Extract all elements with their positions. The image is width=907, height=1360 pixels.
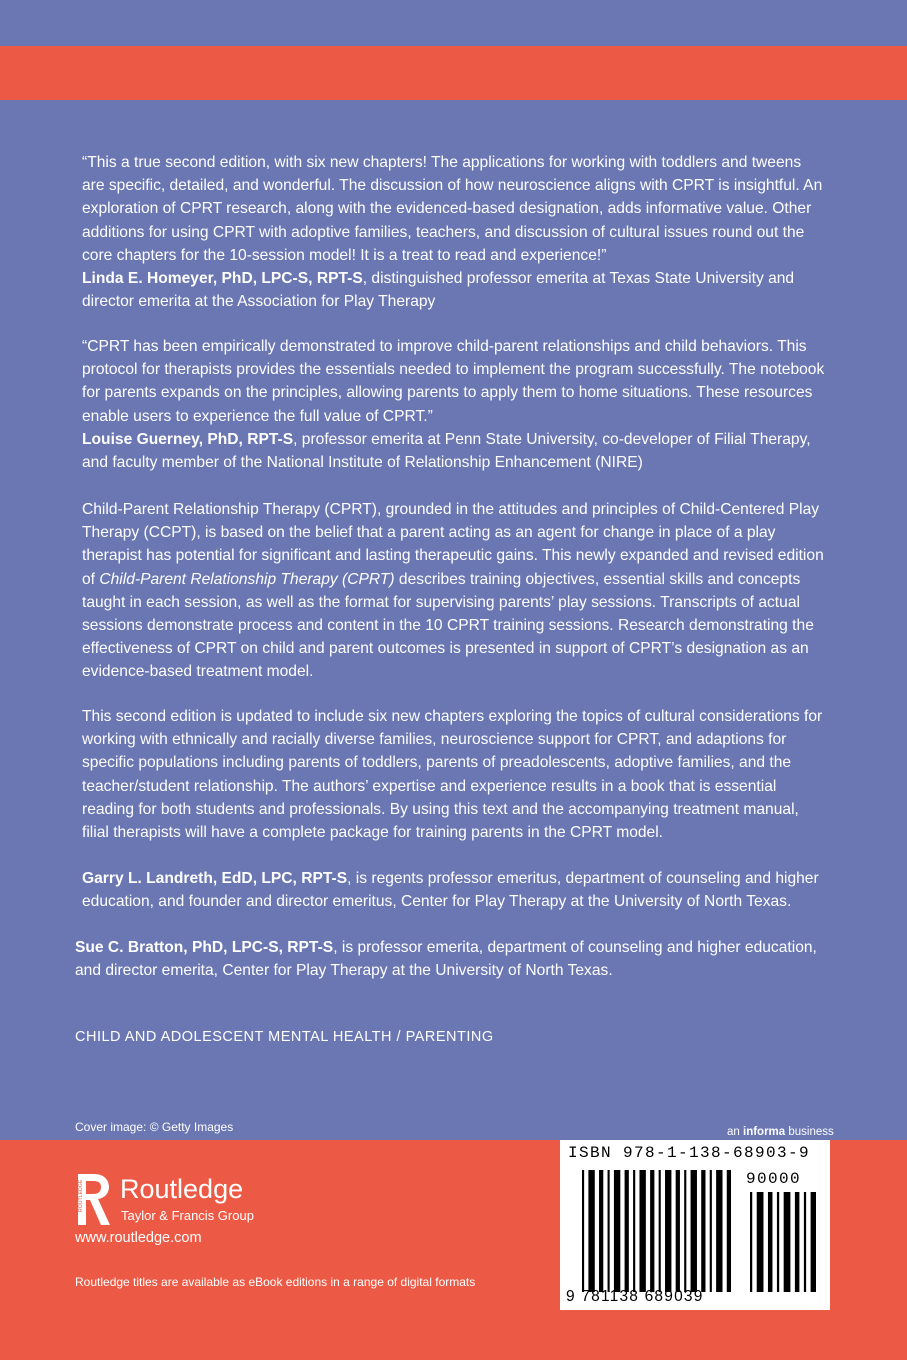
barcode-bar [676,1170,680,1292]
author-name: Sue C. Bratton, PhD, LPC-S, RPT-S [75,939,334,956]
quote-author: Louise Guerney, PhD, RPT-S [82,430,294,448]
logo-vertical-text: ROUTLEDGE [78,1179,84,1212]
quote-affiliation: , distinguished professor emerita at Texas State University and director emerita at the Association for Play Therapy [82,270,795,311]
blurb-text-end: describes training objectives, essential skills and concepts taught in each session, as well as the format for supervising parents’ play sessions. Transcripts of actual sessions demonstrate process and content in the 10 CPRT training sessions. Research demonstrating the effectiveness of CPRT on child and parent outcomes is presented in support of CPRT’s designation as an evidence-based treatment model. [82,570,814,681]
barcode-bar [614,1170,620,1292]
top-accent-band [0,46,907,100]
barcode-bar [795,1192,799,1292]
publisher-website[interactable]: www.routledge.com [75,1230,202,1246]
barcode-bar [684,1170,686,1292]
barcode-bar [784,1192,791,1292]
barcode-bar [710,1170,712,1292]
cover-image-credit: Cover image: © Getty Images [75,1120,234,1134]
publisher-name: Routledge [120,1174,244,1204]
quote-affiliation: , professor emerita at Penn State University, co-developer of Filial Therapy, and faculty member of the National Institute of Relationship Enhancement (NIRE) [82,430,811,472]
quote-text: “This a true second edition, with six new chapters! The applications for working with toddlers and tweens are specific, detailed, and wonderful. The discussion of how neuroscience aligns with CPRT is insightful. An exploration of CPRT research, along with the evidenced-based designation, adds informative value. Other additions for using CPRT with adoptive families, teachers, and discussion of cultural issues round out the core chapters for the 10-session model! It is a treat to read and experience!” [82,154,823,264]
barcode-bar [665,1170,671,1292]
author-bio-2 [75,936,835,982]
barcode-bar [757,1192,764,1292]
barcode-bar [768,1192,772,1292]
price-addon-barcode-bars [750,1192,816,1292]
barcode-bar [599,1170,603,1292]
blurb-text-start: Child-Parent Relationship Therapy (CPRT), grounded in the attitudes and principles of Child-Centered Play Therapy (CCPT), is based on the belief that a parent acting as an agent for change in place of a play therapist has potential for significant and lasting therapeutic gains. This newly expanded and revised edition of [82,501,824,588]
review-quote-2 [82,335,827,474]
barcode-bar [727,1170,731,1292]
informa-business-tag [727,1126,834,1138]
routledge-logo [74,1172,274,1230]
barcode-bar [750,1192,752,1292]
quote-attribution [82,428,827,474]
informa-suffix: business [785,1126,834,1138]
price-code: 90000 [746,1170,802,1188]
informa-prefix: an [727,1126,743,1138]
barcode-bar [625,1170,629,1292]
barcode-bar [639,1170,645,1292]
ebook-availability-note: Routledge titles are available as eBook editions in a range of digital formats [75,1275,476,1289]
quote-attribution [82,267,827,313]
author-bio-text: , is professor emerita, department of counseling and higher education, and director emerita, Center for Play Therapy at the University of North Texas. [75,939,817,980]
ean-barcode-bars [582,1170,734,1292]
author-bio-text: , is regents professor emeritus, department of counseling and higher education, and founder and director emeritus, Center for Play Therapy at the University of North Texas. [82,870,819,911]
barcode-bar [804,1192,806,1292]
isbn-barcode [560,1140,830,1310]
barcode-bar [633,1170,635,1292]
informa-brand: informa [743,1126,786,1138]
blurb2-text: This second edition is updated to include six new chapters exploring the topics of cultural considerations for working with ethnically and racially diverse families, neuroscience support for CPRT, and adaptions for specific populations including parents of toddlers, parents of preadolescents, adoptive families, and the teacher/student relationship. The authors’ expertise and experience results in a book that is essential reading for both students and professionals. By using this text and the accompanying treatment manual, filial therapists will have a complete package for training parents in the CPRT model. [82,708,823,842]
isbn-label: ISBN 978-1-138-68903-9 [568,1144,811,1162]
barcode-bar [659,1170,661,1292]
quote-author: Linda E. Homeyer, PhD, LPC-S, RPT-S [82,270,363,288]
publisher-group: Taylor & Francis Group [121,1208,254,1223]
barcode-digits: 9 781138 689039 [566,1288,704,1305]
barcode-bar [608,1170,610,1292]
barcode-bar [691,1170,697,1292]
author-bio-1 [82,867,827,913]
author-name: Garry L. Landreth, EdD, LPC, RPT-S [82,870,348,887]
routledge-mark-icon [74,1172,112,1227]
description-paragraph-2 [82,705,827,844]
barcode-bar [716,1170,722,1292]
barcode-bar [811,1192,816,1292]
quote-text: “CPRT has been empirically demonstrated to improve child-parent relationships and child behaviors. This protocol for therapists provides the essentials needed to implement the program successfully. The notebook for parents expands on the principles, allowing parents to apply them to home situations. These resources enable users to experience the full value of CPRT.” [82,338,825,425]
barcode-bar [588,1170,594,1292]
book-title: Child-Parent Relationship Therapy (CPRT) [99,570,395,588]
barcode-bar [582,1170,584,1292]
review-quote-1 [82,151,827,313]
barcode-bar [701,1170,705,1292]
subject-category: CHILD AND ADOLESCENT MENTAL HEALTH / PARENTING [75,1029,494,1045]
barcode-bar [650,1170,654,1292]
barcode-bar [777,1192,779,1292]
description-paragraph-1 [82,498,827,684]
